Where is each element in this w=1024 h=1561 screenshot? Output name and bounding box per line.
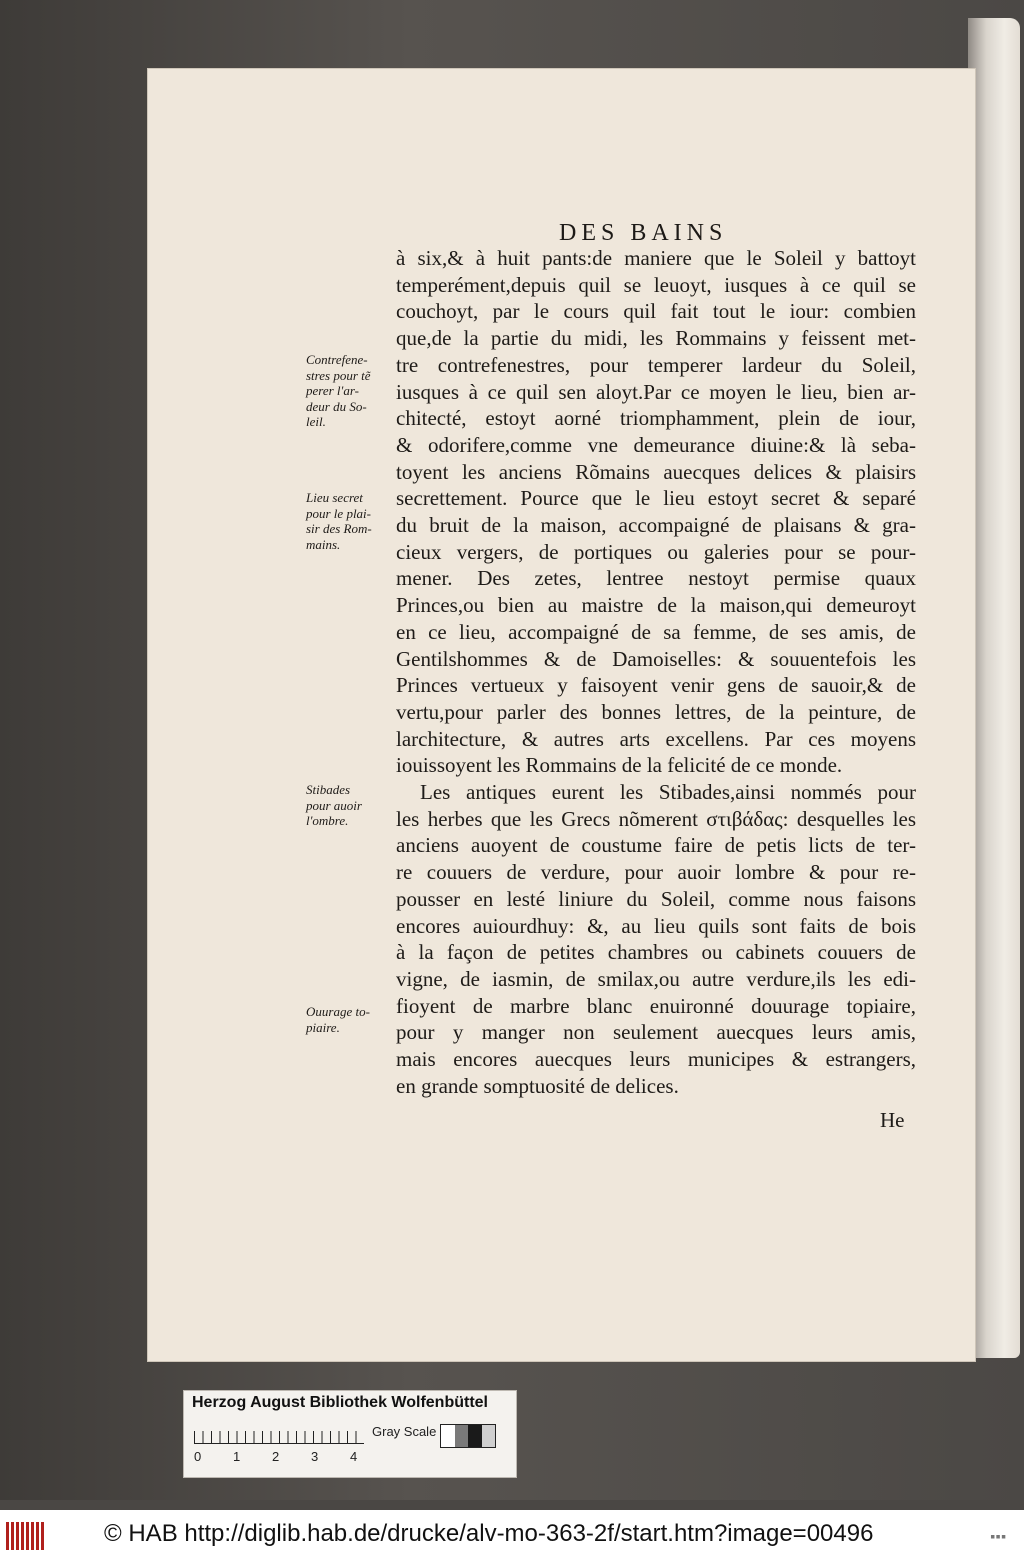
text-line: anciens auoyent de coustume faire de petis licts de ter- (396, 833, 916, 858)
gray-swatch (468, 1425, 482, 1447)
library-color-card (183, 1390, 517, 1478)
margin-note-line: sir des Rom- (306, 521, 372, 536)
text-line: Princes,ou bien au maistre de la maison,qui demeuroyt (396, 593, 916, 618)
text-line: secrettement. Pource que le lieu estoyt secret & separé (396, 486, 916, 511)
library-name: Herzog August Bibliothek Wolfenbüttel (192, 1394, 488, 1411)
ruler-number: 1 (233, 1449, 241, 1464)
text-line: & odorifere,comme vne demeurance diuine:& là seba- (396, 432, 916, 457)
text-line: en grande somptuosité de delices. (396, 1073, 679, 1098)
ruler-numbers (194, 1449, 389, 1464)
text-line: tre contrefenestres, pour temperer lardeur du Soleil, (396, 352, 916, 377)
text-line: couchoyt, par le cours quil fait tout le iour: combien (396, 299, 916, 324)
text-line: pousser en lesté liniure du Soleil, comme nous faisons (396, 886, 916, 911)
text-line: iouissoyent les Rommains de la felicité de ce monde. (396, 753, 843, 778)
margin-note-line: mains. (306, 536, 341, 552)
ruler-number: 2 (272, 1449, 280, 1464)
text-line: encores auiourdhuy: &, au lieu quils sont faits de bois (396, 913, 916, 938)
hab-logo-icon (6, 1522, 46, 1550)
text-line: larchitecture, & autres arts excellens. Par ces moyens (396, 726, 916, 751)
text-line: pour y manger non seulement auecques leurs amis, (396, 1020, 916, 1045)
ruler-number: 0 (194, 1449, 202, 1464)
margin-note-line: perer l'ar- (306, 383, 359, 398)
gray-scale-label: Gray Scale (372, 1424, 437, 1439)
text-line: toyent les anciens Rõmains auecques delices & plaisirs (396, 459, 916, 484)
text-line: vertu,pour parler des bonnes lettres, de la peinture, de (396, 699, 916, 724)
footer-bar (0, 1510, 1024, 1561)
margin-note-line: leil. (306, 414, 326, 429)
text-line: iusques à ce quil sen aloyt.Par ce moyen le lieu, bien ar- (396, 379, 916, 404)
gray-scale-swatches (440, 1424, 496, 1448)
margin-note-stibades (306, 782, 392, 829)
text-line: en ce lieu, accompaigné de sa femme, de ses amis, de (396, 619, 916, 644)
margin-note-line: stres pour tẽ (306, 367, 371, 383)
margin-note-contrefenestres (306, 352, 392, 430)
ruler-number: 3 (311, 1449, 319, 1464)
body-text (396, 245, 916, 1100)
gray-swatch (441, 1425, 455, 1447)
running-header: DES BAINS (559, 220, 728, 246)
text-line: mais encores auecques leurs municipes & estrangers, (396, 1047, 916, 1072)
gray-swatch (455, 1425, 469, 1447)
text-line: temperément,depuis quil se leuoyt, iusques à ce quil se (396, 272, 916, 297)
catchword: He (880, 1108, 905, 1132)
text-line: chitecté, estoyt aorné triomphamment, plein de iour, (396, 406, 916, 431)
measurement-ruler (194, 1421, 364, 1444)
text-line: fioyent de marbre blanc enuironné douurage topiaire, (396, 993, 916, 1018)
text-line: du bruit de la maison, accompaigné de plaisans & gra- (396, 513, 916, 538)
margin-note-line: pour auoir (306, 797, 362, 813)
margin-note-line: l'ombre. (306, 813, 349, 828)
text-line: mener. Des zetes, lentree nestoyt permise quaux (396, 566, 916, 591)
text-line: à la façon de petites chambres ou cabinets couuers de (396, 940, 916, 965)
text-line: Princes vertueux y faisoyent venir gens de sauoir,& de (396, 673, 916, 698)
margin-note-line: Ouurage to- (306, 1004, 370, 1019)
text-line: re couuers de verdure, pour auoir lombre & pour re- (396, 860, 916, 885)
margin-note-line: Lieu secret (306, 490, 363, 505)
margin-note-line: Stibades (306, 782, 351, 797)
margin-note-line: pour le plai- (306, 505, 371, 521)
gray-swatch (482, 1425, 496, 1447)
text-line: Les antiques eurent les Stibades,ainsi nommés pour (420, 780, 916, 805)
margin-note-line: Contrefene- (306, 352, 368, 367)
footer-credit-link[interactable]: © HAB http://diglib.hab.de/drucke/alv-mo-363-2f/start.htm?image=00496 (104, 1520, 874, 1547)
corner-mark: ▪▪▪ (990, 1532, 1007, 1542)
text-line: Gentilshommes & de Damoiselles: & souuentefois les (396, 646, 916, 671)
margin-note-line: deur du So- (306, 398, 367, 414)
ruler-number: 4 (350, 1449, 358, 1464)
text-line: les herbes que les Grecs nõmerent στιβάδας: desquelles les (396, 806, 916, 831)
text-line: vigne, de iasmin, de smilax,ou autre verdure,ils les edi- (396, 966, 916, 991)
text-line: que,de la partie du midi, les Rommains y feissent met- (396, 326, 916, 351)
margin-note-ouurage-topiaire (306, 1004, 392, 1035)
text-line: à six,& à huit pants:de maniere que le Soleil y battoyt (396, 246, 916, 270)
margin-note-lieu-secret (306, 490, 392, 552)
text-line: cieux vergers, de portiques ou galeries pour se pour- (396, 539, 916, 564)
margin-note-line: piaire. (306, 1019, 340, 1035)
